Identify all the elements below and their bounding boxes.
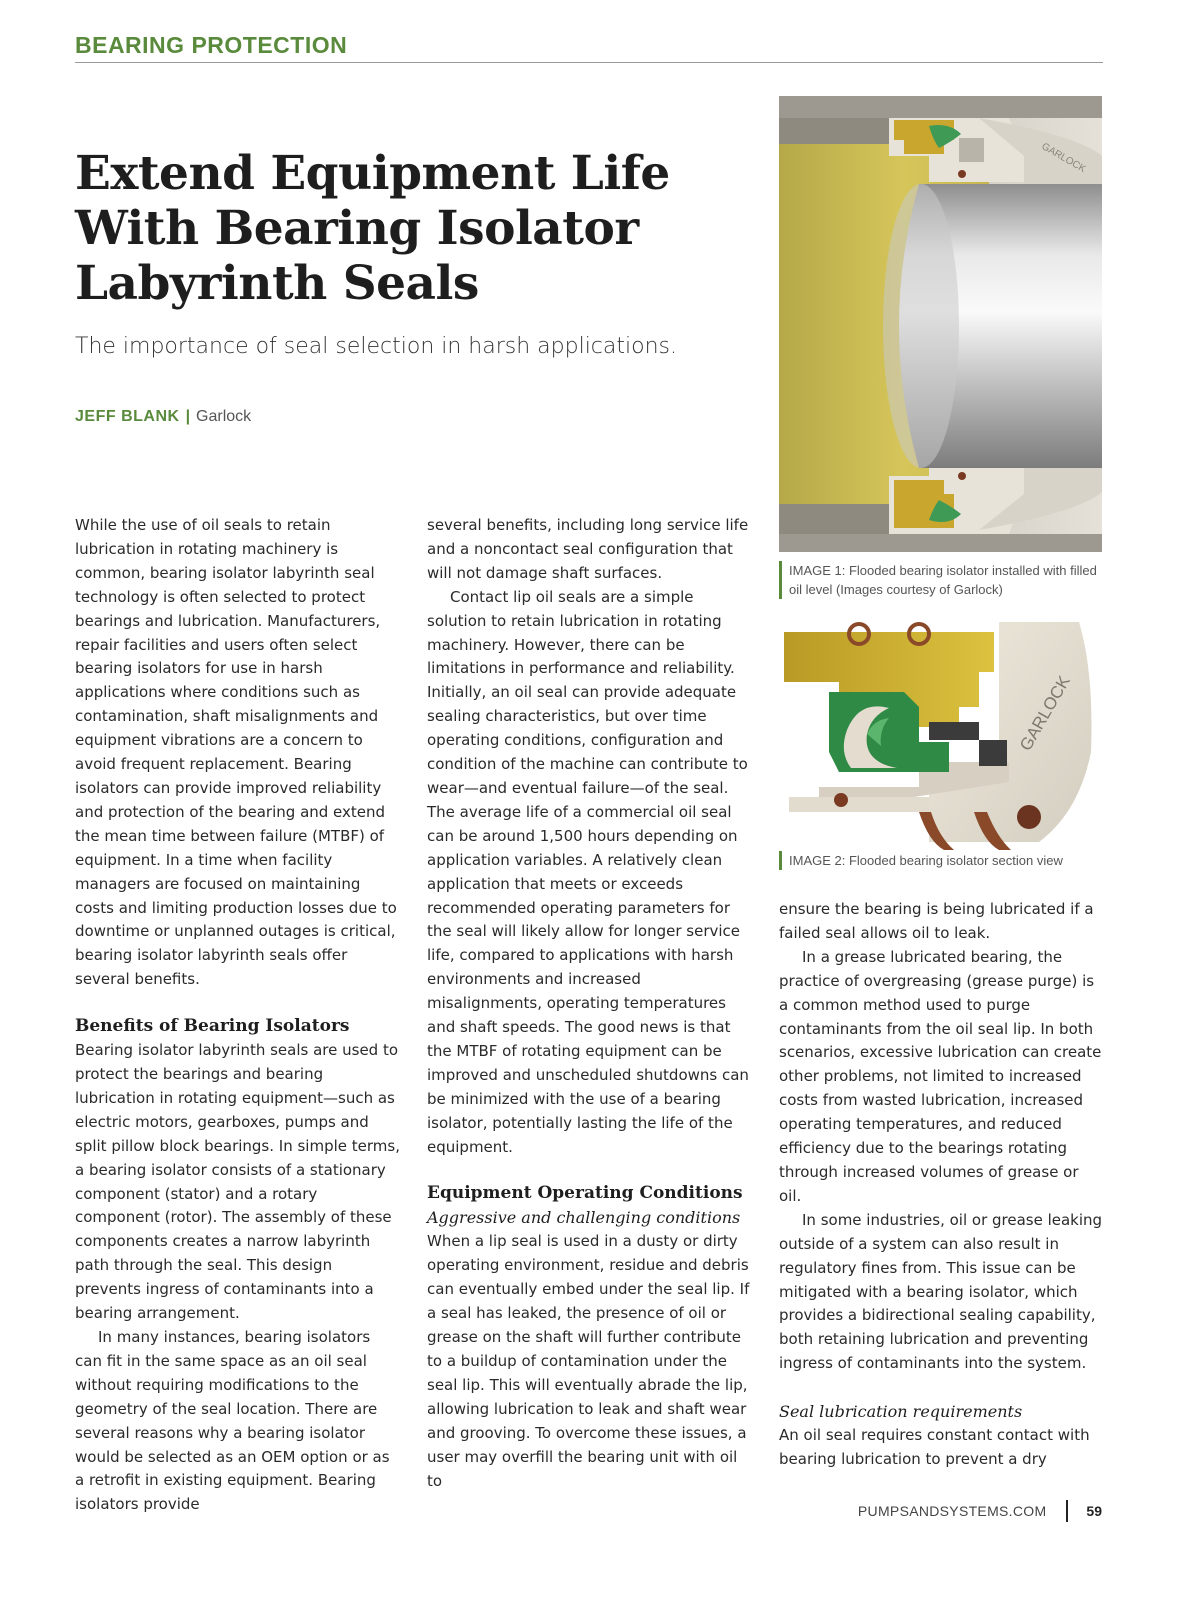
title-line-2: With Bearing Isolator [75, 201, 639, 256]
text-column-2 [427, 514, 753, 1493]
subheading-seal-lubrication: Seal lubrication requirements [779, 1402, 1023, 1422]
byline-separator: | [185, 408, 191, 425]
paragraph: In a grease lubricated bearing, the practice of overgreasing (grease purge) is a common method used to purge contaminants from the oil seal lip. In both scenarios, excessive lubrication can create other problems, not limited to increased costs from wasted lubrication, increased operating temperatures, and reduced efficiency due to the bearings rotating through increased volumes of grease or oil. [779, 947, 1102, 1205]
heading-operating-conditions: Equipment Operating Conditions [427, 1183, 743, 1204]
subheading-aggressive-conditions: Aggressive and challenging conditions [427, 1208, 741, 1228]
figure-1-image [779, 96, 1102, 552]
author-name: JEFF BLANK [75, 408, 180, 425]
byline [75, 408, 251, 426]
paragraph: An oil seal requires constant contact with bearing lubrication to prevent a dry [779, 1426, 1090, 1469]
bearing-isolator-section-view-illustration [779, 612, 1102, 850]
paragraph: In some industries, oil or grease leaking outside of a system can also result in regulatory fines from. This issue can be mitigated with a bearing isolator, which provides a bidirectional sealing capability, both retaining lubrication and preventing ingress of contaminants into the system. [779, 1210, 1103, 1373]
article-title [75, 146, 735, 311]
brand-mark-text: GARLOCK [1039, 141, 1088, 176]
spacer [779, 1376, 1105, 1400]
paragraph: In many instances, bearing isolators can fit in the same space as an oil seal without requiring modifications to the geometry of the seal location. There are several reasons why a bearing isolator would be selected as an OEM option or as a retrofit in existing equipment. Bearing isolators provide [75, 1328, 390, 1514]
section-label: BEARING PROTECTION [75, 32, 348, 58]
text-column-1 [75, 514, 401, 1517]
paragraph: ensure the bearing is being lubricated if a failed seal allows oil to leak. [779, 900, 1094, 942]
author-company: Garlock [196, 408, 252, 425]
text-column-3 [779, 898, 1105, 1472]
article-subtitle: The importance of seal selection in harsh applications. [75, 334, 677, 359]
footer-divider [1066, 1500, 1068, 1522]
page-footer [858, 1500, 1102, 1522]
page-number: 59 [1086, 1503, 1102, 1519]
header-rule [75, 62, 1103, 63]
paragraph: Bearing isolator labyrinth seals are used to protect the bearings and bearing lubrication in rotating equipment—such as electric motors, gearboxes, pumps and split pillow block bearings. In simple terms, a bearing isolator consists of a stationary component (stator) and a rotary component (rotor). The assembly of these components creates a narrow labyrinth path through the seal. This design prevents ingress of contaminants into a bearing arrangement. [75, 1041, 400, 1323]
title-line-3: Labyrinth Seals [75, 256, 479, 311]
paragraph: several benefits, including long service life and a noncontact seal configuration that will not damage shaft surfaces. [427, 516, 749, 582]
heading-benefits: Benefits of Bearing Isolators [75, 1016, 350, 1037]
paragraph: Contact lip oil seals are a simple solution to retain lubrication in rotating machinery. However, there can be limitations in performance and reliability. Initially, an oil seal can provide adequate sealing characteristics, but over time operating conditions, configuration and condition of the machine can contribute to wear—and eventual failure—of the seal. The average life of a commercial oil seal can be around 1,500 hours depending on application variables. A relatively clean application that meets or exceeds recommended operating parameters for the seal will likely allow for longer service life, compared to applications with harsh environments and increased misalignments, operating temperatures and shaft speeds. The good news is that the MTBF of rotating equipment can be improved and unscheduled shutdowns can be minimized with the use of a bearing isolator, potentially lasting the life of the equipment. [427, 587, 749, 1156]
figure-1-caption: IMAGE 1: Flooded bearing isolator installed with filled oil level (Images courtesy of Garlock) [779, 561, 1099, 599]
brand-mark-text-2: GARLOCK [1016, 672, 1075, 754]
paragraph: When a lip seal is used in a dusty or dirty operating environment, residue and debris can eventually embed under the seal lip. If a seal has leaked, the presence of oil or grease on the shaft will further contribute to a buildup of contamination under the seal lip. This will eventually abrade the lip, allowing lubrication to leak and shaft wear and grooving. To overcome these issues, a user may overfill the bearing unit with oil to [427, 1232, 750, 1490]
figure-2-caption: IMAGE 2: Flooded bearing isolator section view [779, 851, 1099, 870]
paragraph: While the use of oil seals to retain lubrication in rotating machinery is common, bearing isolator labyrinth seal technology is often selected to protect bearings and lubrication. Manufacturers, repair facilities and users often select bearing isolators for use in harsh applications where conditions such as contamination, shaft misalignments and equipment vibrations are a concern to avoid frequent replacement. Bearing isolators can provide improved reliability and protection of the bearing and extend the mean time between failure (MTBF) of equipment. In a time when facility managers are focused on maintaining costs and limiting production losses due to downtime or unplanned outages is critical, bearing isolator labyrinth seals offer several benefits. [75, 516, 397, 989]
bearing-isolator-installed-illustration [779, 96, 1102, 552]
figure-2-image [779, 612, 1102, 850]
footer-website: PUMPSANDSYSTEMS.COM [857, 1503, 1047, 1519]
title-line-1: Extend Equipment Life [75, 146, 670, 201]
